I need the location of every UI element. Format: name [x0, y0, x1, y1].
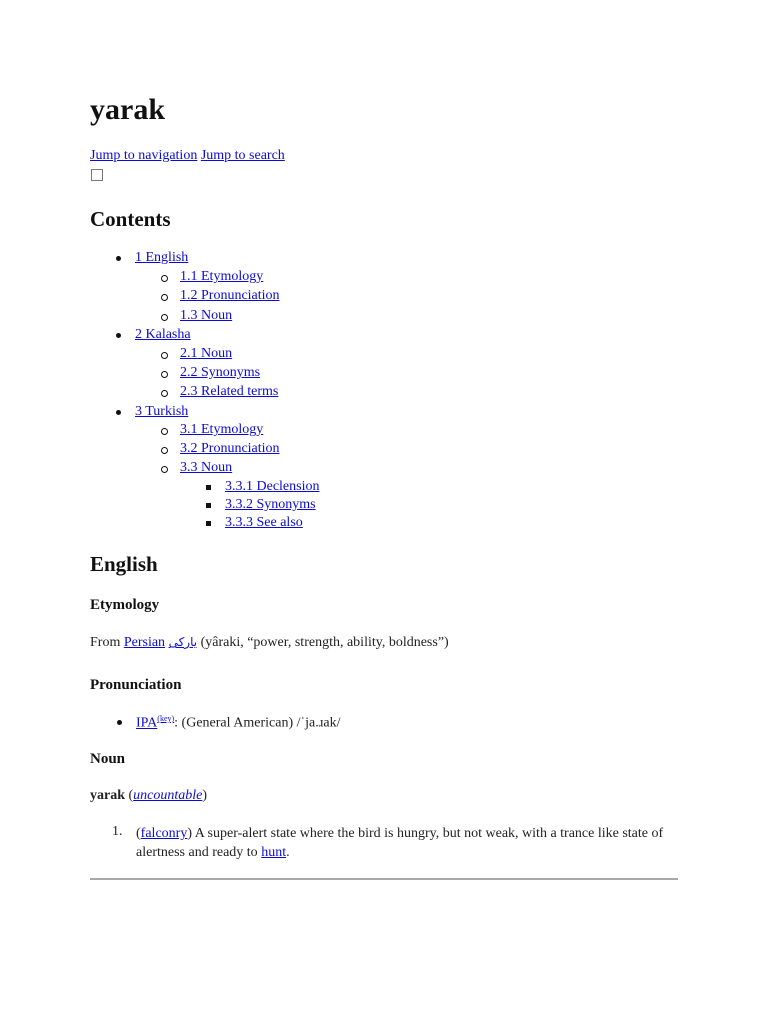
- section-heading-english: English: [90, 552, 158, 576]
- toc-item: [225, 496, 316, 514]
- toc-bullet: [161, 314, 168, 321]
- toc-link[interactable]: 3.3 Noun: [180, 460, 233, 475]
- toc-link[interactable]: 2 Kalasha: [135, 327, 191, 342]
- toc-bullet: [206, 521, 211, 526]
- ipa-key-link[interactable]: (key): [157, 714, 175, 723]
- toc-link[interactable]: 3.1 Etymology: [180, 422, 264, 437]
- horizontal-divider: [90, 878, 678, 880]
- toc-bullet: [116, 256, 121, 261]
- jump-to-navigation-link[interactable]: Jump to navigation: [90, 148, 198, 163]
- toc-link[interactable]: 3.3.1 Declension: [225, 479, 320, 494]
- toc-link[interactable]: 1 English: [135, 250, 189, 265]
- noun-headword-line: [90, 788, 207, 804]
- toc-link[interactable]: 1.2 Pronunciation: [180, 288, 280, 303]
- toc-link[interactable]: 1.1 Etymology: [180, 269, 264, 284]
- headword: yarak: [90, 788, 125, 803]
- toc-bullet: [161, 352, 168, 359]
- toc-bullet: [161, 466, 168, 473]
- toc-bullet: [116, 333, 121, 338]
- toc-item: [180, 268, 263, 286]
- jump-to-search-link[interactable]: Jump to search: [200, 148, 285, 163]
- subsection-heading-pronunciation: Pronunciation: [90, 677, 182, 693]
- subsection-heading-etymology: Etymology: [90, 597, 160, 613]
- toc-item: [180, 440, 280, 458]
- definition-body: ) A super-alert state where the bird is hungry, but not weak, with a trance like state of alertness and ready to: [136, 826, 664, 860]
- toc-link[interactable]: 2.3 Related terms: [180, 384, 279, 399]
- toc-link[interactable]: 2.2 Synonyms: [180, 365, 261, 380]
- etymology-gloss: (yâraki, “power, strength, ability, boldness”): [197, 635, 449, 650]
- toc-item: [180, 383, 278, 401]
- pronunciation-item: [136, 714, 341, 732]
- page-title: yarak: [90, 93, 165, 126]
- persian-word-link[interactable]: یارکی: [168, 635, 198, 649]
- toc-item: [180, 421, 263, 439]
- etymology-text: [90, 635, 449, 651]
- toc-item: [135, 403, 188, 421]
- toc-item: [135, 249, 188, 267]
- toc-link[interactable]: 2.1 Noun: [180, 346, 233, 361]
- toc-item: [135, 326, 191, 344]
- persian-link[interactable]: Persian: [123, 635, 166, 650]
- toc-item: [180, 364, 260, 382]
- toc-bullet: [161, 428, 168, 435]
- toc-item: [180, 459, 232, 477]
- toc-toggle-checkbox[interactable]: [91, 169, 103, 181]
- falconry-link[interactable]: falconry: [140, 826, 188, 841]
- toc-link[interactable]: 3 Turkish: [135, 404, 189, 419]
- pronunciation-text: : (General American) /ˈja.ɹak/: [174, 715, 341, 731]
- toc-bullet: [206, 503, 211, 508]
- toc-bullet: [161, 390, 168, 397]
- jump-links: [90, 148, 285, 164]
- uncountable-link[interactable]: uncountable: [133, 788, 203, 803]
- def-paren-open: (: [136, 826, 141, 841]
- toc-bullet: [116, 410, 121, 415]
- subsection-heading-noun: Noun: [90, 751, 126, 767]
- toc-link[interactable]: 3.3.2 Synonyms: [225, 497, 316, 512]
- definition-number: 1.: [112, 824, 123, 839]
- etymology-prefix: From: [90, 635, 124, 650]
- toc-link[interactable]: 1.3 Noun: [180, 308, 233, 323]
- hunt-link[interactable]: hunt: [261, 845, 287, 860]
- ipa-link[interactable]: IPA: [136, 715, 158, 731]
- toc-item: [180, 345, 232, 363]
- list-bullet: [117, 720, 122, 725]
- paren-open: (: [125, 788, 134, 803]
- definition-text: [136, 824, 676, 862]
- toc-item: [225, 478, 319, 496]
- toc-heading: Contents: [90, 207, 171, 231]
- toc-link[interactable]: 3.2 Pronunciation: [180, 441, 280, 456]
- def-end: .: [286, 845, 290, 860]
- toc-item: [180, 307, 232, 325]
- toc-link[interactable]: 3.3.3 See also: [225, 515, 303, 530]
- toc-bullet: [161, 275, 168, 282]
- paren-close: ): [202, 788, 208, 803]
- toc-bullet: [206, 485, 211, 490]
- toc-bullet: [161, 294, 168, 301]
- toc-bullet: [161, 371, 168, 378]
- toc-bullet: [161, 447, 168, 454]
- toc-item: [180, 287, 280, 305]
- toc-item: [225, 514, 303, 532]
